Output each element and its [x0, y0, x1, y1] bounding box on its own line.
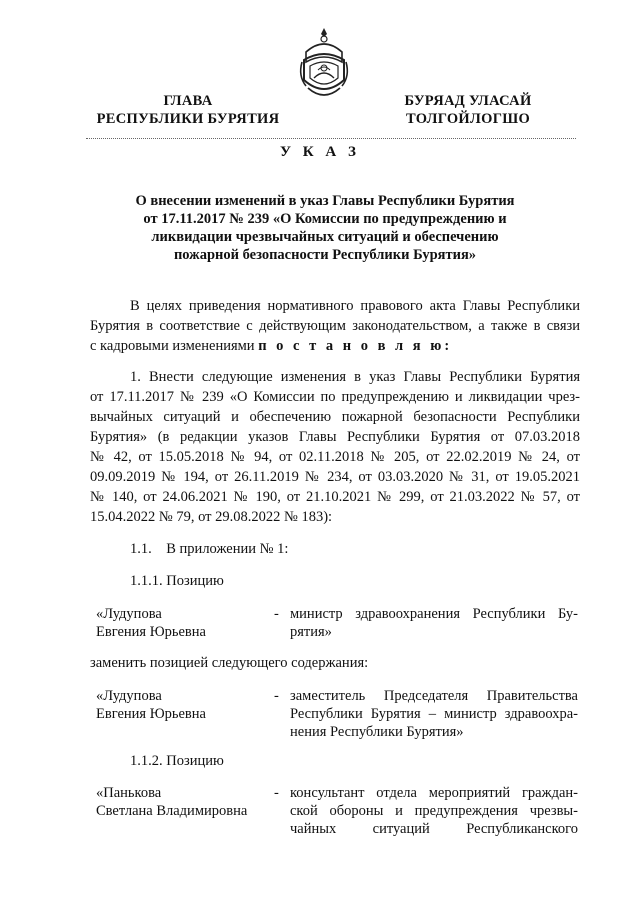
item1-line: 1. Внести следующие изменения в указ Главы Республики Бурятия [130, 369, 580, 385]
entry-pankova-desc: консультант отдела мероприятий граждан- [290, 785, 578, 801]
entry-old-dash: - [274, 606, 279, 622]
title-line: ликвидации чрезвычайных ситуаций и обеспечению [151, 229, 499, 245]
entry-pankova-name: Светлана Владимировна [96, 803, 248, 819]
document-type: У К А З [280, 144, 360, 160]
entry-pankova-dash: - [274, 785, 279, 801]
entry-old-desc: рятия» [290, 624, 332, 640]
item1-line: 15.04.2022 № 79, от 29.08.2022 № 183): [90, 509, 333, 525]
entry-new-desc: Республики Бурятия – министр здравоохра- [290, 706, 578, 722]
entry-pankova-desc: чайных ситуаций Республиканского [290, 821, 578, 837]
item1-1-1-heading: 1.1.1. Позицию [130, 573, 224, 589]
item1-line: вычайных ситуаций и обеспечению пожарной безопасности Республики [90, 409, 580, 425]
entry-new-desc: нения Республики Бурятия» [290, 724, 464, 740]
header-left [88, 92, 288, 128]
header-left-line1: ГЛАВА [163, 93, 213, 109]
item1-1-heading: 1.1. В приложении № 1: [130, 541, 289, 557]
item1-1-2-heading: 1.1.2. Позицию [130, 753, 224, 769]
entry-new-desc: заместитель Председателя Правительства [290, 688, 578, 704]
entry-new-dash: - [274, 688, 279, 704]
preamble-text: с кадровыми изменениями [90, 338, 259, 354]
entry-new-name: «Лудупова [96, 688, 162, 704]
decree-word: п о с т а н о в л я ю: [258, 338, 453, 354]
entry-pankova-name: «Панькова [96, 785, 162, 801]
document-title [110, 192, 540, 264]
title-line: О внесении изменений в указ Главы Республики Бурятия [135, 193, 515, 209]
preamble-line [90, 337, 580, 355]
item1-line: Бурятия» (в редакции указов Главы Республики Бурятия от 07.03.2018 [90, 429, 580, 445]
item1-line: № 42, от 15.05.2018 № 94, от 02.11.2018 № 205, от 22.02.2019 № 24, от [90, 449, 580, 465]
item1-line: от 17.11.2017 № 239 «О Комиссии по предупреждению и ликвидации чрез- [90, 389, 580, 405]
replace-text: заменить позицией следующего содержания: [90, 655, 369, 671]
coat-of-arms-emblem [296, 22, 352, 102]
item1-line: 09.09.2019 № 194, от 26.11.2019 № 234, от 03.03.2020 № 31, от 19.05.2021 [90, 469, 580, 485]
header-right [388, 92, 548, 128]
entry-old-name: «Лудупова [96, 606, 162, 622]
header-right-line2: ТОЛГОЙЛОГШО [405, 111, 531, 127]
entry-pankova-desc: ской обороны и предупреждения чрезвы- [290, 803, 578, 819]
preamble-line: Бурятия в соответствие с действующим законодательством, а также в связи [90, 318, 580, 334]
item1-line: № 140, от 24.06.2021 № 190, от 21.10.2021 № 299, от 21.03.2022 № 57, от [90, 489, 580, 505]
title-line: от 17.11.2017 № 239 «О Комиссии по предупреждению и [143, 211, 507, 227]
entry-new-name: Евгения Юрьевна [96, 706, 206, 722]
title-line: пожарной безопасности Республики Бурятия» [173, 247, 477, 263]
header-divider [86, 138, 576, 139]
entry-old-desc: министр здравоохранения Республики Бу- [290, 606, 578, 622]
header-right-line1: БУРЯАД УЛАСАЙ [404, 93, 532, 109]
header-left-line2: РЕСПУБЛИКИ БУРЯТИЯ [96, 111, 280, 127]
preamble-line: В целях приведения нормативного правового акта Главы Республики [130, 298, 580, 314]
entry-old-name: Евгения Юрьевна [96, 624, 206, 640]
